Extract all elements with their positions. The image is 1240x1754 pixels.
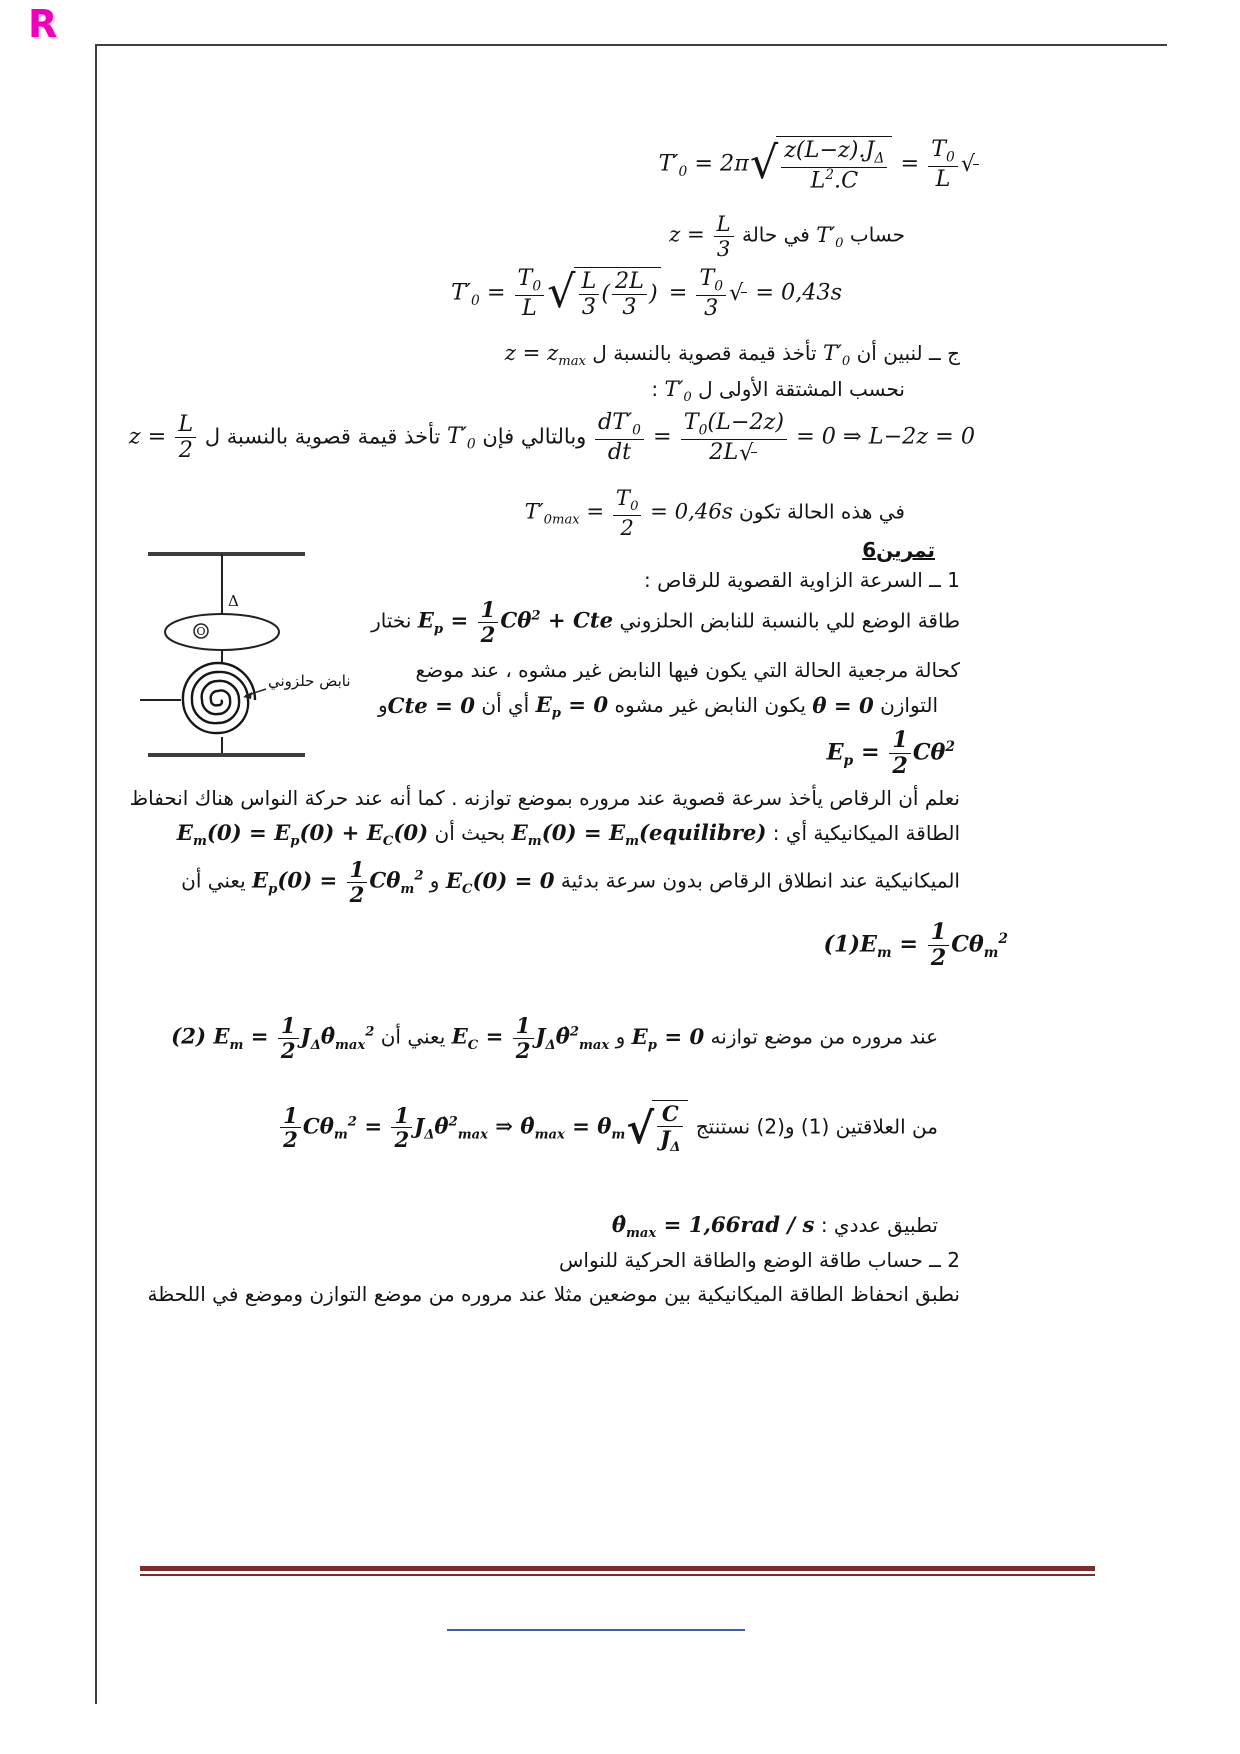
math-expression: $T'_0$ — [664, 376, 692, 406]
torsion-pendulum-diagram — [135, 548, 385, 770]
math-expression: $\frac{1}{2}$ $C\theta_m^2$ = $\frac{1}{2}$ $J_\Delta\thetȧ^2_{max}$ ⇒ $\thetȧ_{max} = \theta_m$ √ $\frac{C}{J_\Delta}$ — [278, 1100, 689, 1156]
line-reference-state — [416, 656, 961, 685]
eq-potential-energy — [827, 728, 955, 779]
arabic-text-run: وبالتالي فإن — [475, 424, 593, 449]
arabic-text-run: : — [651, 377, 665, 402]
arabic-text-run: الميكانيكية عند انطلاق الرقاص بدون سرعة بدئية — [554, 868, 960, 893]
math-expression: $\frac{dT'_0}{dt}$ = $T_0(L-2z)$ 2L √ = 0 ⇒ L−2z = 0 — [593, 410, 975, 465]
header-rule — [95, 44, 1167, 46]
footer-link-underline[interactable] — [447, 1629, 745, 1631]
math-expression: $E_p = 0$ — [631, 1023, 705, 1053]
delta-axis-label: Δ — [228, 592, 239, 610]
math-expression: $E_p$ = $\frac{1}{2}$ $C\theta^2$ + Cte — [417, 597, 614, 647]
arabic-text-run: و — [377, 693, 388, 718]
line-combine-relations — [278, 1100, 938, 1156]
line-first-derivative — [651, 374, 905, 407]
spiral-spring-icon — [183, 663, 255, 733]
line-question-2-title — [559, 1246, 960, 1275]
arabic-text-run: نعلم أن الرقاص يأخذ سرعة قصوية عند مروره بموضع توازنه . كما أنه عند حركة النواس هناك انحفاظ — [129, 786, 960, 810]
arabic-text-run: نختار — [371, 608, 418, 633]
line-energy-conservation — [177, 818, 960, 851]
arabic-text-run: و — [423, 868, 446, 893]
math-expression: $E_p = 0$ — [535, 692, 609, 722]
line-potential-energy — [371, 598, 960, 646]
arabic-text-run: تأخذ قيمة قصوية بالنسبة ل — [198, 424, 447, 449]
line-relation-2 — [171, 1014, 938, 1062]
math-expression: $E_C(0) = 0$ — [445, 867, 555, 897]
math-expression: $\thetȧ_{max} = 1,66rad / s$ — [611, 1212, 815, 1242]
math-expression: $E_p(0)$ = $\frac{1}{2}$ $C\theta_m^2$ — [252, 857, 424, 907]
math-expression: $T'_0$ — [816, 221, 844, 251]
arabic-text-run: 1 ــ السرعة الزاوية القصوية للرقاص : — [643, 568, 960, 592]
math-expression: $E_m(0)$ = $E_m(equilibre)$ — [511, 820, 767, 850]
footer-rule-thin — [140, 1574, 1095, 1576]
math-expression: θ = 0 — [812, 693, 874, 719]
arabic-text-run: تطبيق عددي : — [814, 1213, 938, 1238]
math-expression: $E_m(0) = E_p(0) + E_C(0)$ — [176, 820, 429, 850]
arabic-text-run: من العلاقتين (1) و(2) نستنتج — [689, 1114, 938, 1139]
arabic-text-run: كحالة مرجعية الحالة التي يكون فيها النابض غير مشوه ، عند موضع — [415, 658, 960, 682]
math-expression: $z = z_{max}$ — [504, 340, 586, 370]
line-question-1-title — [644, 566, 960, 595]
pendulum-figure — [135, 548, 385, 770]
line-equilibrium — [378, 690, 938, 723]
arabic-text-run: بحيث أن — [428, 821, 512, 846]
arabic-text-run: يعني أن — [374, 1024, 452, 1049]
arabic-text-run: طاقة الوضع للي بالنسبة للنابض الحلزوني — [613, 608, 960, 633]
arabic-text-run: تمرين6 — [862, 538, 935, 562]
arabic-text-run: و — [609, 1024, 632, 1049]
math-expression: $T'_0$ — [822, 340, 851, 370]
eq-derivative — [129, 410, 975, 465]
arabic-text-run: التوازن — [873, 693, 938, 718]
math-expression: $T'_0$ — [447, 423, 476, 453]
math-expression: $E_p$ = $\frac{1}{2}$ $C\theta^2$ — [826, 727, 955, 779]
arabic-text-run: عند مروره من موضع توازنه — [704, 1024, 938, 1049]
line-initial-conditions — [181, 858, 960, 906]
math-expression: z = $\frac{L}{2}$ — [129, 412, 198, 463]
arabic-text-run: في هذه الحالة تكون — [732, 499, 905, 524]
eq-period-formula — [659, 136, 980, 193]
spring-label: نابض حلزوني — [268, 672, 351, 690]
arabic-text-run: الطاقة الميكانيكية أي : — [766, 821, 960, 846]
disk-ellipse — [165, 614, 279, 650]
line-pendulum-speed — [130, 784, 960, 813]
eq-relation-1 — [823, 920, 1008, 971]
logo-r: R — [28, 2, 58, 46]
footer-rule-thick — [140, 1566, 1095, 1571]
heading-exercise-6 — [862, 536, 935, 565]
line-max-period — [525, 486, 905, 540]
math-expression: $(1)E_m$ = $\frac{1}{2}$ $C\theta_m^2$ — [823, 919, 1008, 971]
arabic-text-run: في حالة — [735, 222, 817, 247]
line-numeric-application — [612, 1210, 938, 1243]
line-case-z-third — [669, 212, 905, 260]
arabic-text-run: 2 ــ حساب طاقة الوضع والطاقة الحركية للنواس — [558, 1248, 960, 1272]
arabic-text-run: يكون النابض غير مشوه — [608, 693, 813, 718]
left-margin-rule — [95, 44, 97, 1704]
math-expression: $E_C$ = $\frac{1}{2}$ $J_\Delta\thetȧ^2_{max}$ — [451, 1013, 610, 1063]
arabic-text-run: ج ــ لنبين أن — [850, 341, 960, 366]
arabic-text-run: تأخذ قيمة قصوية بالنسبة ل — [585, 341, 823, 366]
arabic-text-run: أي أن — [475, 693, 536, 718]
math-expression: $T'_0 = 2\pi$ √ $\frac{z(L-z).J_\Delta}{L^2.C}$ = $\frac{T_0}{L}$ √ — [659, 136, 980, 193]
math-expression: (2) $E_m$ = $\frac{1}{2}$ $J_\Delta\thetȧ_{max}^2$ — [171, 1013, 375, 1063]
eq-period-value — [451, 266, 842, 321]
math-expression: $T'_{0max}$ = $\frac{T_0}{2}$ = 0,46s — [524, 485, 733, 540]
center-point-label: O — [196, 625, 206, 638]
arabic-text-run: نطبق انحفاظ الطاقة الميكانيكية بين موضعين مثلا عند مروره من موضع التوازن وموضع في اللحظة — [147, 1282, 960, 1306]
math-expression: z = $\frac{L}{3}$ — [669, 212, 735, 260]
arabic-text-run: حساب — [843, 222, 905, 247]
math-expression: Cte = 0 — [387, 693, 476, 719]
arabic-text-run: يعني أن — [181, 868, 253, 893]
line-show-extremum — [505, 338, 960, 371]
math-expression: $T'_0$ = $\frac{T_0}{L}$ √ $\frac{L}{3}$ ( $\frac{2L}{3}$ ) = $\frac{T_0}{3}$ √ = 0,43s — [451, 265, 842, 321]
arabic-text-run: نحسب المشتقة الأولى ل — [691, 377, 905, 402]
line-apply-conservation — [147, 1280, 960, 1309]
